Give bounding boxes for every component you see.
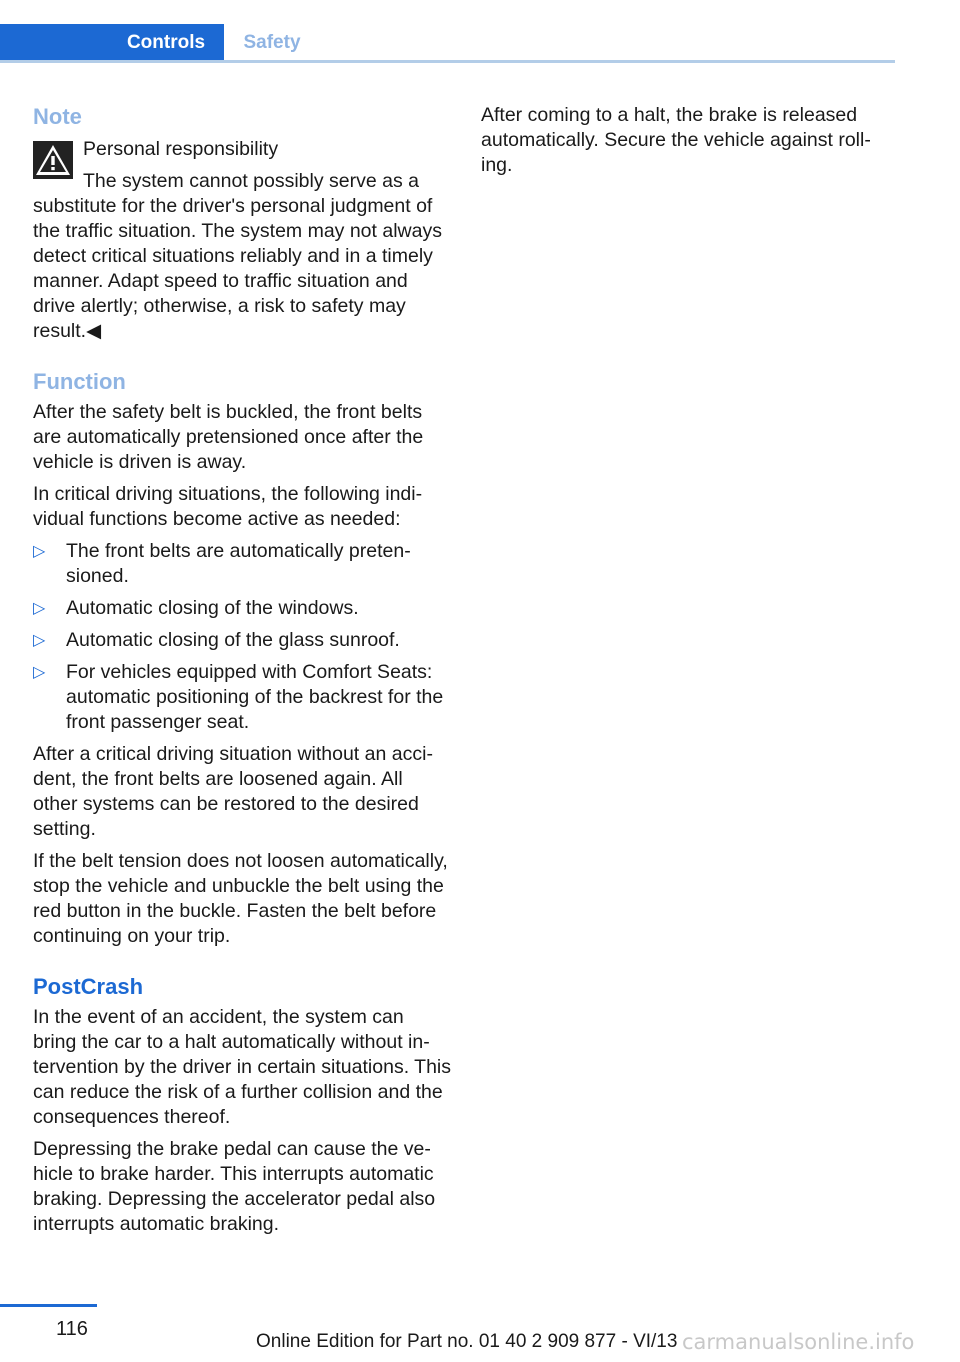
function-paragraph-1: After the safety belt is buckled, the front belts are automatically pretensioned once after the vehicle is driven is away. xyxy=(33,401,424,473)
list-item-text: Automatic closing of the glass sunroof. xyxy=(66,629,400,651)
postcrash-section xyxy=(33,973,451,1237)
right-column xyxy=(481,103,891,185)
list-item xyxy=(33,596,451,621)
postcrash-paragraph-1: In the event of an accident, the system can bring the car to a halt automatically without intervention by the driver in certain situations. This can reduce the risk of a further collision and the consequences thereof. xyxy=(33,1006,452,1128)
function-paragraph-3: After a critical driving situation without an accident, the front belts are loosened again. All other systems can be restored to the desired setting. xyxy=(33,743,433,840)
postcrash-paragraph-2: Depressing the brake pedal can cause the vehicle to brake harder. This interrupts automatic braking. Depressing the accelerator pedal also interrupts automatic braking. xyxy=(33,1138,436,1235)
footer-divider xyxy=(0,1304,97,1307)
right-paragraph-1: After coming to a halt, the brake is released automatically. Secure the vehicle against rolling. xyxy=(481,104,871,176)
postcrash-heading: PostCrash xyxy=(33,974,144,999)
left-column xyxy=(33,103,451,1244)
function-bullet-list xyxy=(33,539,451,735)
note-heading: Note xyxy=(33,104,82,129)
triangle-bullet-icon: ▷ xyxy=(33,543,46,560)
edition-text: Online Edition for Part no. 01 40 2 909 877 - VI/13 xyxy=(256,1331,678,1352)
triangle-bullet-icon: ▷ xyxy=(33,600,46,617)
tab-controls[interactable]: Controls xyxy=(108,24,224,61)
note-body: The system cannot possibly serve as a substitute for the driver's personal judgment of the traffic situation. The system may not always detect critical situations reliably and in a timely manner. Adapt speed to traffic situation and drive alertly; otherwise, a risk to safety may result.◀ xyxy=(33,170,442,342)
header-bar xyxy=(0,0,960,62)
warning-triangle-icon xyxy=(33,141,73,179)
triangle-bullet-icon: ▷ xyxy=(33,632,46,649)
list-item xyxy=(33,660,451,735)
header-accent-block xyxy=(0,24,108,61)
watermark: carmanualsonline.info xyxy=(682,1330,915,1354)
list-item xyxy=(33,539,451,589)
page-number: 116 xyxy=(56,1318,88,1340)
triangle-bullet-icon: ▷ xyxy=(33,664,46,681)
list-item-text: Automatic closing of the windows. xyxy=(66,597,359,619)
note-title: Personal responsibility xyxy=(83,138,279,160)
list-item xyxy=(33,628,451,653)
function-paragraph-2: In critical driving situations, the following individual functions become active as needed: xyxy=(33,483,423,530)
function-paragraph-4: If the belt tension does not loosen automatically, stop the vehicle and unbuckle the belt using the red button in the buckle. Fasten the belt before continuing on your trip. xyxy=(33,850,448,947)
note-block xyxy=(33,137,451,344)
function-section xyxy=(33,368,451,949)
list-item-text: The front belts are automatically pretensioned. xyxy=(66,540,411,587)
function-heading: Function xyxy=(33,369,126,394)
list-item-text: For vehicles equipped with Comfort Seats: automatic positioning of the backrest for the front passenger seat. xyxy=(66,661,444,733)
header-divider xyxy=(0,60,895,63)
tab-safety[interactable]: Safety xyxy=(243,32,301,53)
